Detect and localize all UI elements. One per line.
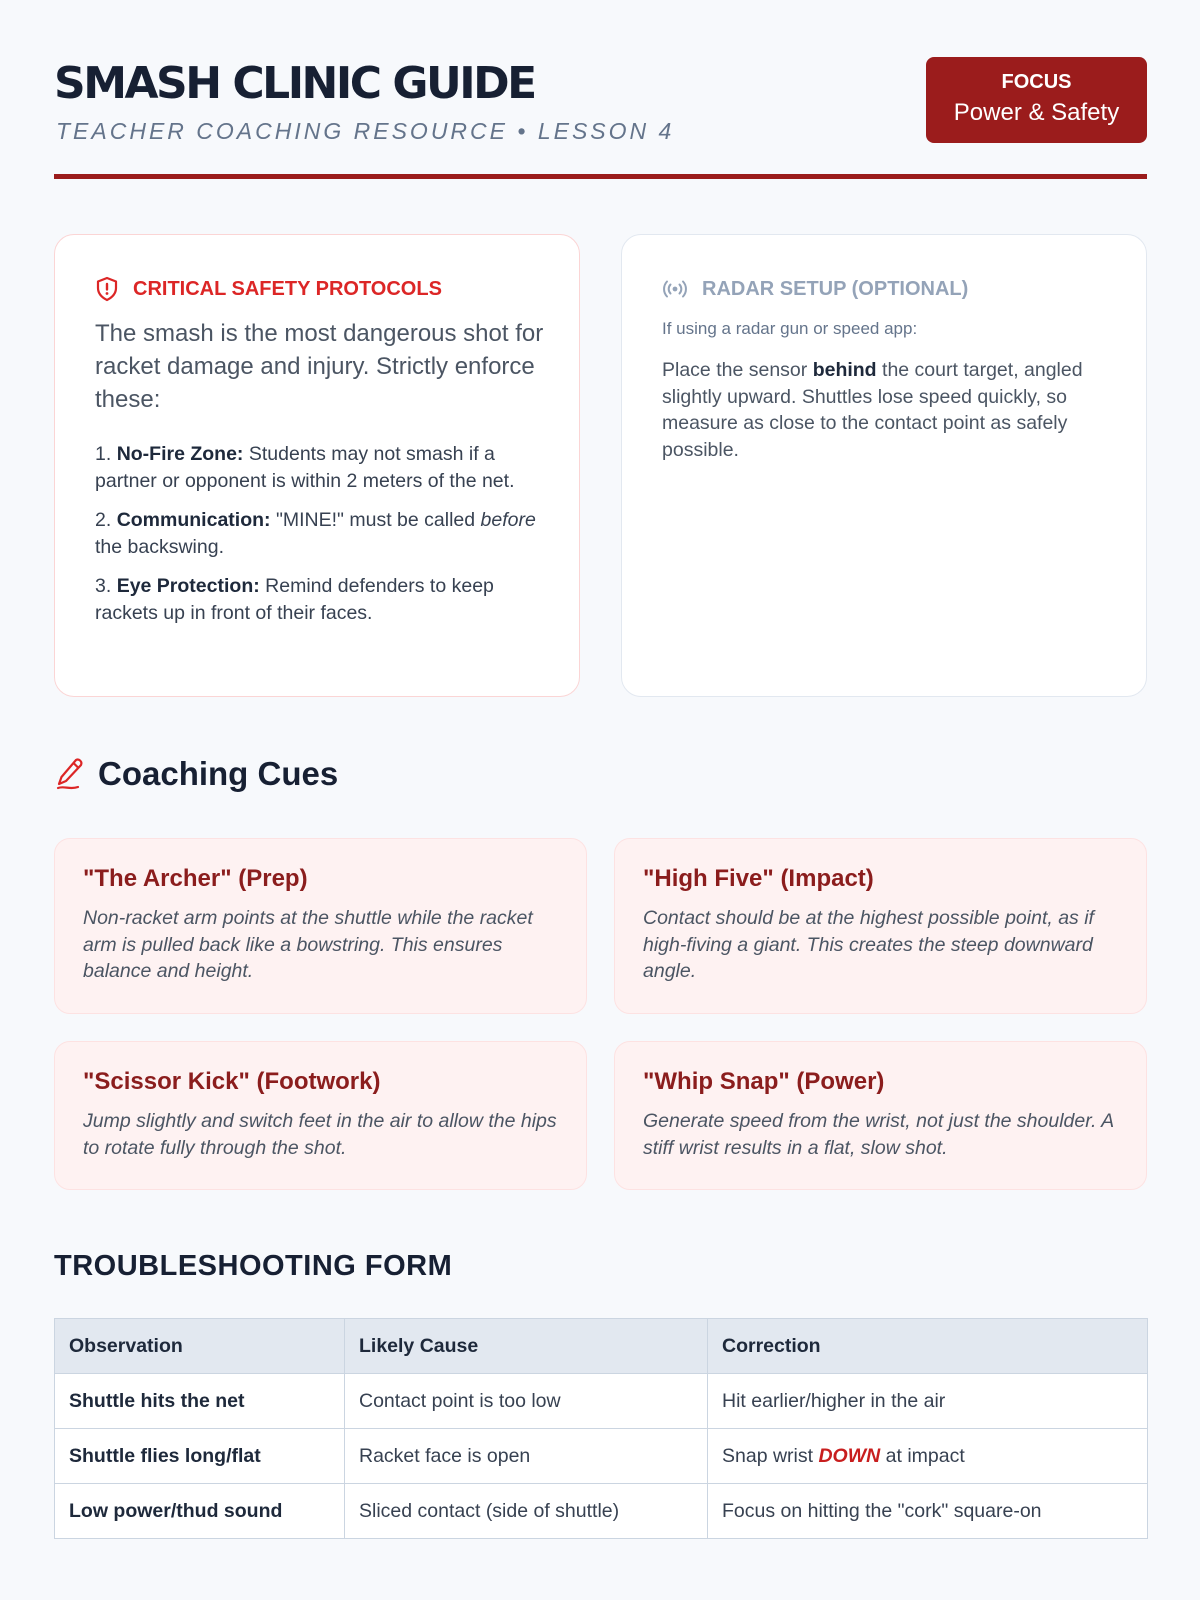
rule-text: Remind defenders to keep rackets up in front of their faces. (95, 575, 494, 624)
cue-title: "The Archer" (Prep) (83, 865, 308, 892)
radar-body-text: the court target, angled slightly upward. Shuttles lose speed quickly, so measure as close to the contact point as safely possible. (662, 359, 1083, 461)
radar-lead: If using a radar gun or speed app: (662, 319, 918, 338)
safety-rule (95, 573, 545, 626)
cause-cell: Racket face is open (345, 1429, 708, 1484)
focus-label: FOCUS (1001, 71, 1072, 93)
radar-card-title: RADAR SETUP (OPTIONAL) (702, 277, 969, 300)
cue-card (614, 838, 1147, 1014)
column-header: Observation (55, 1319, 345, 1374)
header (54, 56, 1147, 146)
correction-text: Snap wrist (722, 1444, 814, 1467)
cause-cell: Sliced contact (side of shuttle) (345, 1484, 708, 1539)
header-divider (54, 174, 1147, 179)
page-subtitle: TEACHER COACHING RESOURCE • LESSON 4 (56, 118, 675, 144)
cause-cell: Contact point is too low (345, 1374, 708, 1429)
column-header: Correction (708, 1319, 1148, 1374)
table-row (55, 1484, 1148, 1539)
radar-body-bold: behind (812, 359, 877, 381)
shield-alert-icon (95, 276, 119, 302)
correction-text: at impact (885, 1444, 965, 1467)
observation-cell: Shuttle flies long/flat (55, 1429, 345, 1484)
page-title: SMASH CLINIC GUIDE (54, 58, 535, 109)
cue-text: Jump slightly and switch feet in the air to allow the hips to rotate fully through the shot. (83, 1110, 557, 1159)
cue-text: Contact should be at the highest possible point, as if high-fiving a giant. This creates the steep downward angle. (643, 907, 1094, 982)
column-header: Likely Cause (345, 1319, 708, 1374)
coaching-cues-header (54, 753, 338, 795)
radar-body-text: Place the sensor (662, 359, 808, 381)
rule-number: 3. (95, 575, 112, 597)
focus-badge (926, 57, 1147, 143)
cue-text: Non-racket arm points at the shuttle while the racket arm is pulled back like a bowstring. This ensures balance and height. (83, 907, 533, 982)
troubleshooting-title: TROUBLESHOOTING FORM (54, 1250, 453, 1282)
cue-title: "Scissor Kick" (Footwork) (83, 1068, 381, 1095)
radar-body (662, 357, 1092, 463)
rule-text: Students may not smash if a partner or opponent is within 2 meters of the net. (95, 443, 515, 492)
observation-cell: Low power/thud sound (55, 1484, 345, 1539)
radar-broadcast-icon (662, 279, 688, 299)
correction-cell (708, 1429, 1148, 1484)
correction-emphasis: DOWN (818, 1444, 881, 1467)
focus-value: Power & Safety (953, 99, 1120, 126)
safety-rule (95, 507, 545, 560)
troubleshooting-table (54, 1318, 1148, 1539)
cue-card (54, 1041, 587, 1190)
rule-number: 1. (95, 443, 112, 465)
safety-card-title: CRITICAL SAFETY PROTOCOLS (133, 277, 442, 300)
observation-cell: Shuttle hits the net (55, 1374, 345, 1429)
safety-intro: The smash is the most dangerous shot for racket damage and injury. Strictly enforce these: (95, 320, 544, 413)
rule-label: Eye Protection: (116, 575, 260, 597)
cue-card (614, 1041, 1147, 1190)
safety-protocols-card (54, 234, 580, 697)
rule-text: "MINE!" must be called (275, 509, 476, 531)
correction-cell: Focus on hitting the "cork" square-on (708, 1484, 1148, 1539)
table-row (55, 1374, 1148, 1429)
pen-icon (54, 757, 84, 791)
rule-emphasis: before (480, 509, 536, 531)
cue-title: "High Five" (Impact) (643, 865, 874, 892)
radar-card-header (662, 275, 968, 303)
table-row (55, 1429, 1148, 1484)
cue-card (54, 838, 587, 1014)
cue-title: "Whip Snap" (Power) (643, 1068, 885, 1095)
rule-number: 2. (95, 509, 112, 531)
coaching-cues-title: Coaching Cues (98, 755, 339, 792)
correction-cell: Hit earlier/higher in the air (708, 1374, 1148, 1429)
rule-label: Communication: (116, 509, 271, 531)
safety-card-header (95, 275, 442, 303)
safety-rules-list (95, 441, 545, 639)
rule-label: No-Fire Zone: (116, 443, 244, 465)
rule-text: the backswing. (95, 535, 224, 558)
radar-setup-card (621, 234, 1147, 697)
table-header-row (55, 1319, 1148, 1374)
safety-rule (95, 441, 545, 494)
cue-text: Generate speed from the wrist, not just the shoulder. A stiff wrist results in a flat, slow shot. (643, 1110, 1114, 1159)
